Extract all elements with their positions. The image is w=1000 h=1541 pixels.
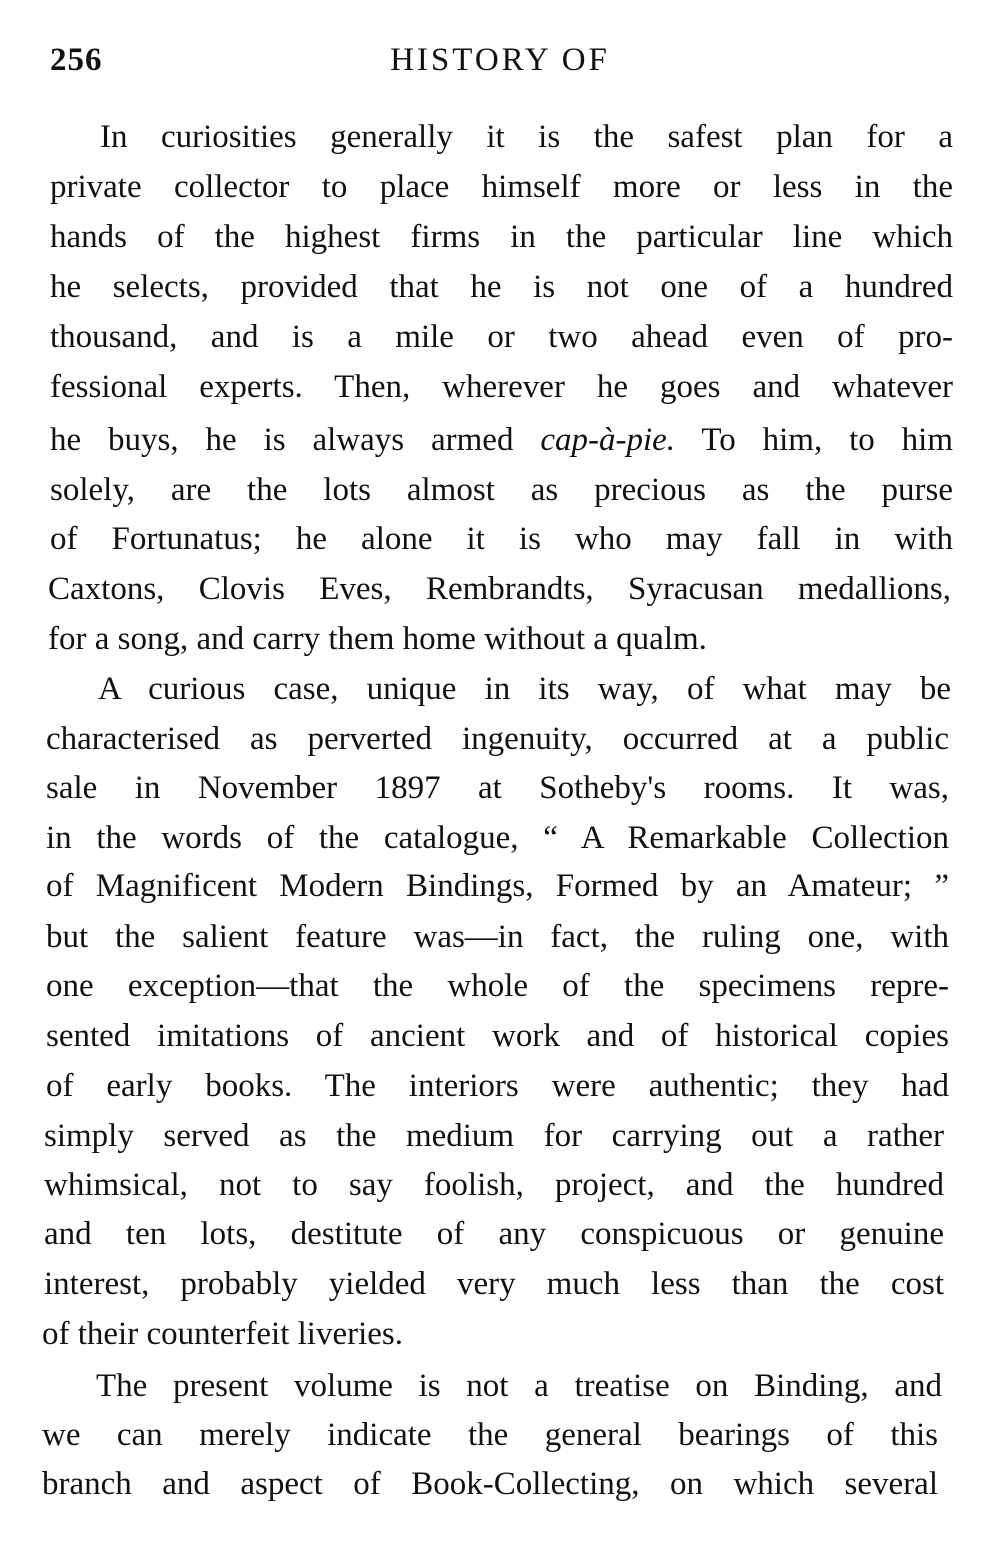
page-header [50, 42, 950, 92]
text-line: but the salient feature was—in fact, the ruling one, with [46, 919, 949, 955]
text-line: characterised as perverted ingenuity, occurred at a public [46, 721, 949, 757]
text-line: A curious case, unique in its way, of what may be [98, 671, 951, 707]
italic-phrase: cap-à-pie. [540, 422, 676, 458]
page-number: 256 [50, 42, 103, 78]
text-line: of Magnificent Modern Bindings, Formed by an Amateur; ” [46, 868, 949, 904]
text-line: interest, probably yielded very much less than the cost [44, 1266, 944, 1302]
text-line: we can merely indicate the general bearings of this [42, 1417, 938, 1453]
text-line: hands of the highest firms in the particular line which [50, 219, 953, 255]
text-line: one exception—that the whole of the specimens repre- [46, 968, 949, 1004]
text-line: whimsical, not to say foolish, project, and the hundred [44, 1167, 944, 1203]
text-line: for a song, and carry them home without a qualm. [48, 621, 707, 657]
text-line: of early books. The interiors were authentic; they had [46, 1068, 949, 1104]
text-line: thousand, and is a mile or two ahead even of pro- [50, 319, 953, 355]
text-line: he buys, he is always armed cap-à-pie. To him, to him [50, 422, 953, 458]
text-line: sale in November 1897 at Sotheby's rooms. It was, [46, 770, 949, 806]
text-line: of their counterfeit liveries. [42, 1316, 404, 1352]
text-line: The present volume is not a treatise on Binding, and [96, 1368, 942, 1404]
text-line: Caxtons, Clovis Eves, Rembrandts, Syracusan medallions, [48, 571, 951, 607]
running-head: HISTORY OF [390, 42, 610, 78]
text-line: solely, are the lots almost as precious as the purse [50, 472, 953, 508]
text-line: he selects, provided that he is not one of a hundred [50, 269, 953, 305]
text-line: and ten lots, destitute of any conspicuous or genuine [44, 1216, 944, 1252]
text-line: branch and aspect of Book-Collecting, on which several [42, 1466, 938, 1502]
text-line: simply served as the medium for carrying out a rather [44, 1118, 944, 1154]
text-line: of Fortunatus; he alone it is who may fall in with [50, 521, 953, 557]
text-line: in the words of the catalogue, “ A Remarkable Collection [46, 820, 949, 856]
text-line: fessional experts. Then, wherever he goes and whatever [50, 369, 953, 405]
text-line: private collector to place himself more or less in the [50, 169, 953, 205]
text-line: sented imitations of ancient work and of historical copies [46, 1018, 949, 1054]
text-line: In curiosities generally it is the safest plan for a [100, 119, 953, 155]
